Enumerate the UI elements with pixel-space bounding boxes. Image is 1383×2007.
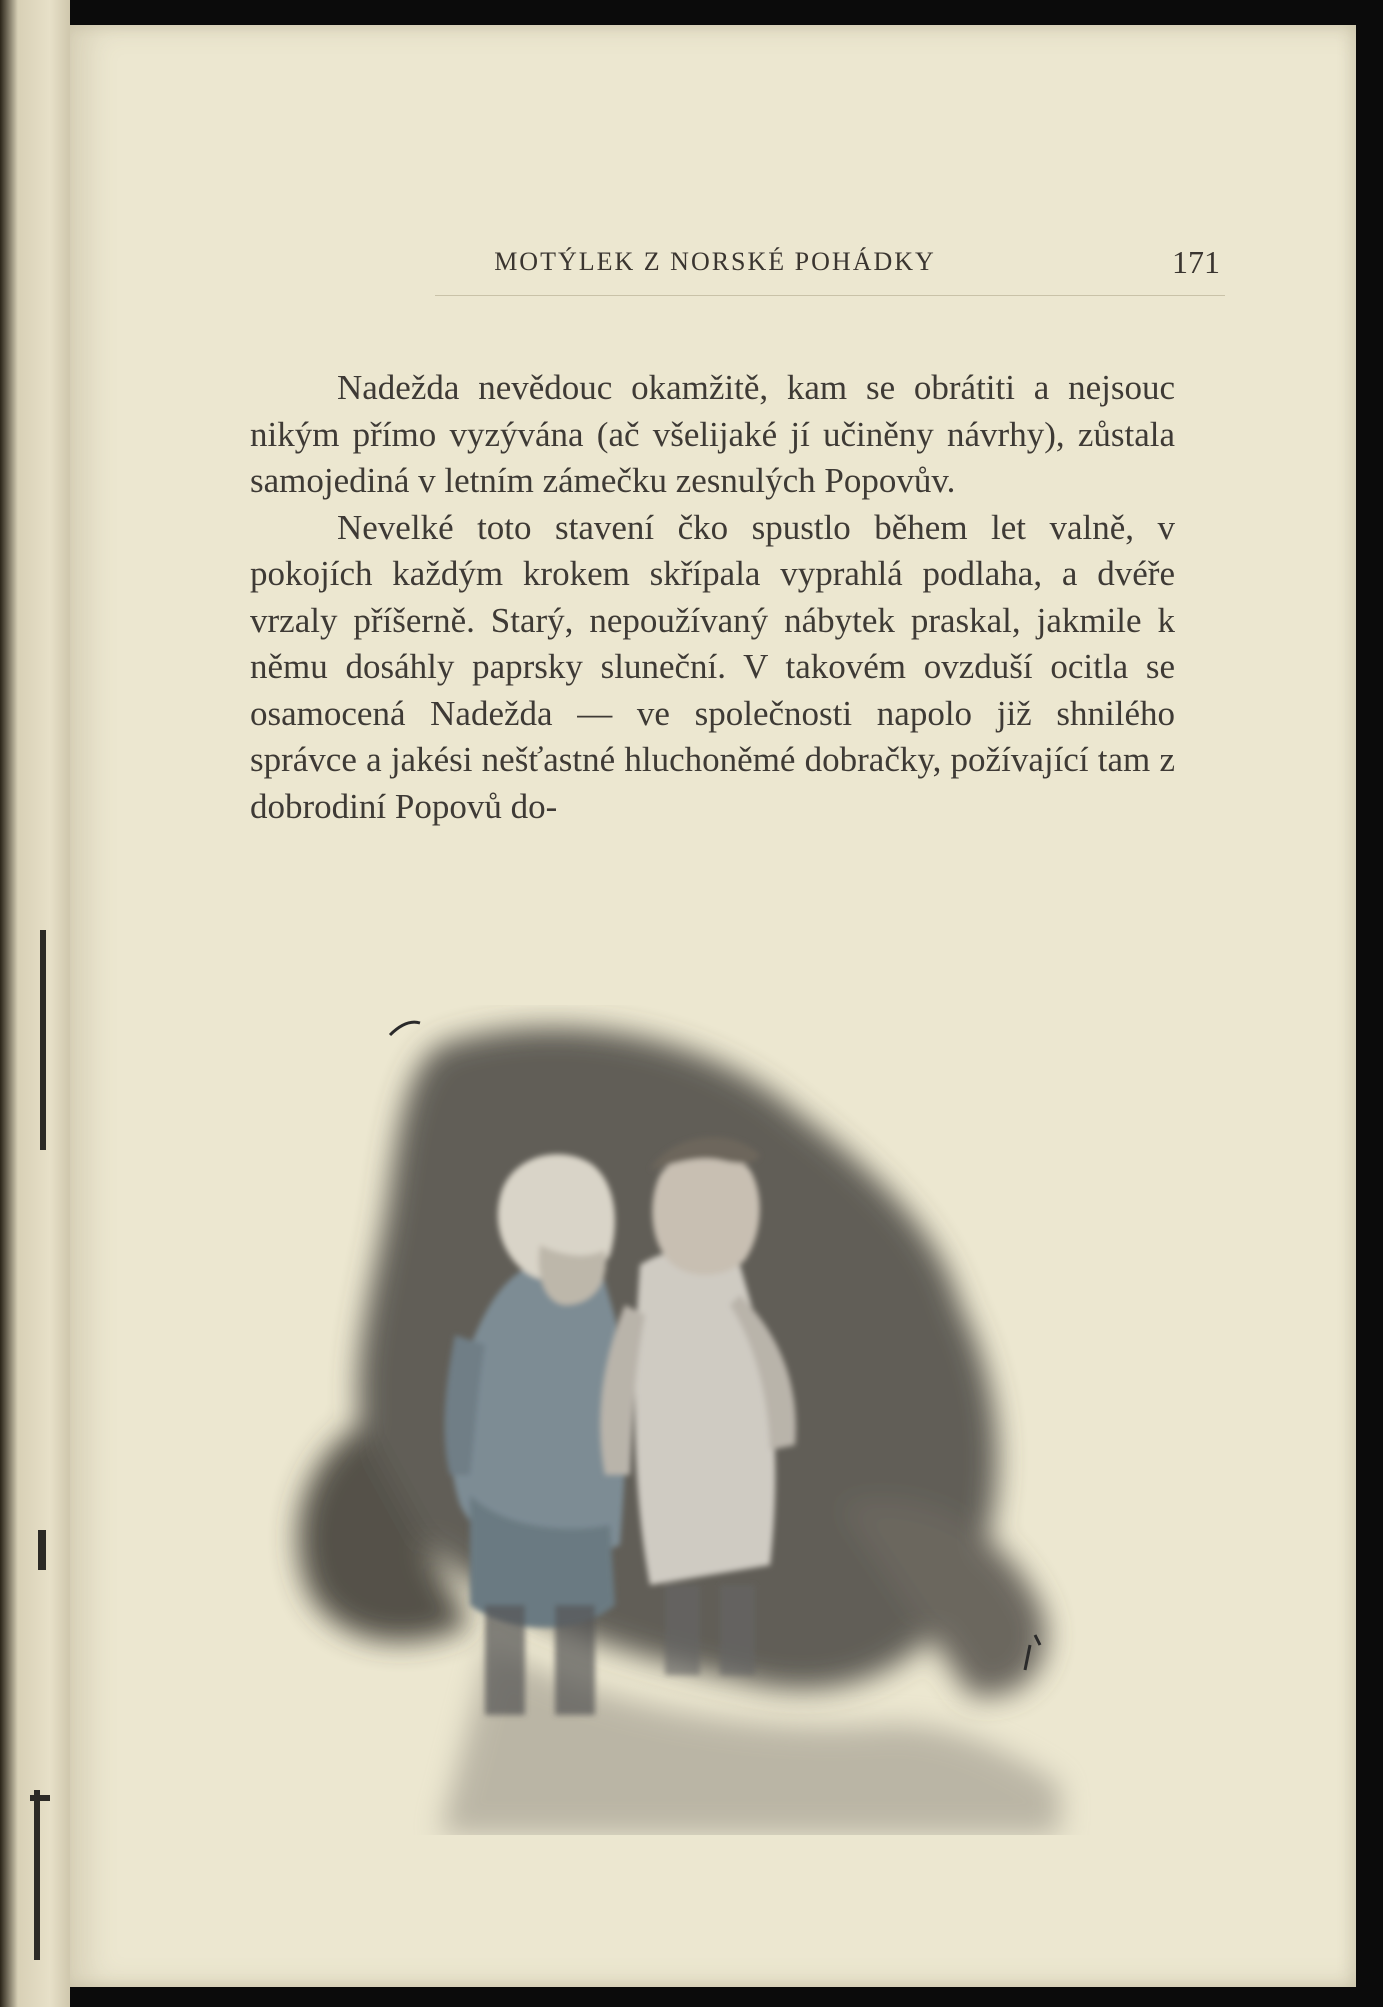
paragraph: Nevelké toto stavení čko spustlo během let valně, v pokojích každým krokem skřípala vyprahlá podlaha, a dvéře vrzaly příšerně. Starý, nepoužívaný nábytek praskal, jakmile k němu dosáhly paprsky sluneční. V takovém ovzduší ocitla se osamocená Nadežda — ve společnosti napolo již shnilého správce a jakési nešťastné hluchoněmé dobračky, požívající tam z dobrodiní Popovů do-	[250, 507, 1175, 826]
running-head-rule	[435, 295, 1225, 296]
body-text	[250, 365, 1175, 830]
page-number: 171	[1172, 244, 1220, 280]
illustration-old-couple	[240, 1005, 1200, 1835]
running-head-title: MOTÝLEK Z NORSKÉ POHÁDKY	[494, 247, 936, 276]
margin-mark	[40, 930, 46, 1150]
illustration-drawing	[240, 1005, 1200, 1835]
book-spine-edge	[0, 0, 70, 2007]
margin-mark	[34, 1790, 40, 1960]
margin-mark	[38, 1530, 46, 1570]
running-head	[435, 240, 1295, 300]
margin-mark	[30, 1795, 50, 1801]
paragraph: Nadežda nevědouc okamžitě, kam se obrátiti a nejsouc nikým přímo vyzývána (ač všelijaké jí učiněny návrhy), zůstala samojediná v letním zámečku zesnulých Popovův.	[250, 368, 1175, 500]
book-page	[70, 25, 1356, 1987]
